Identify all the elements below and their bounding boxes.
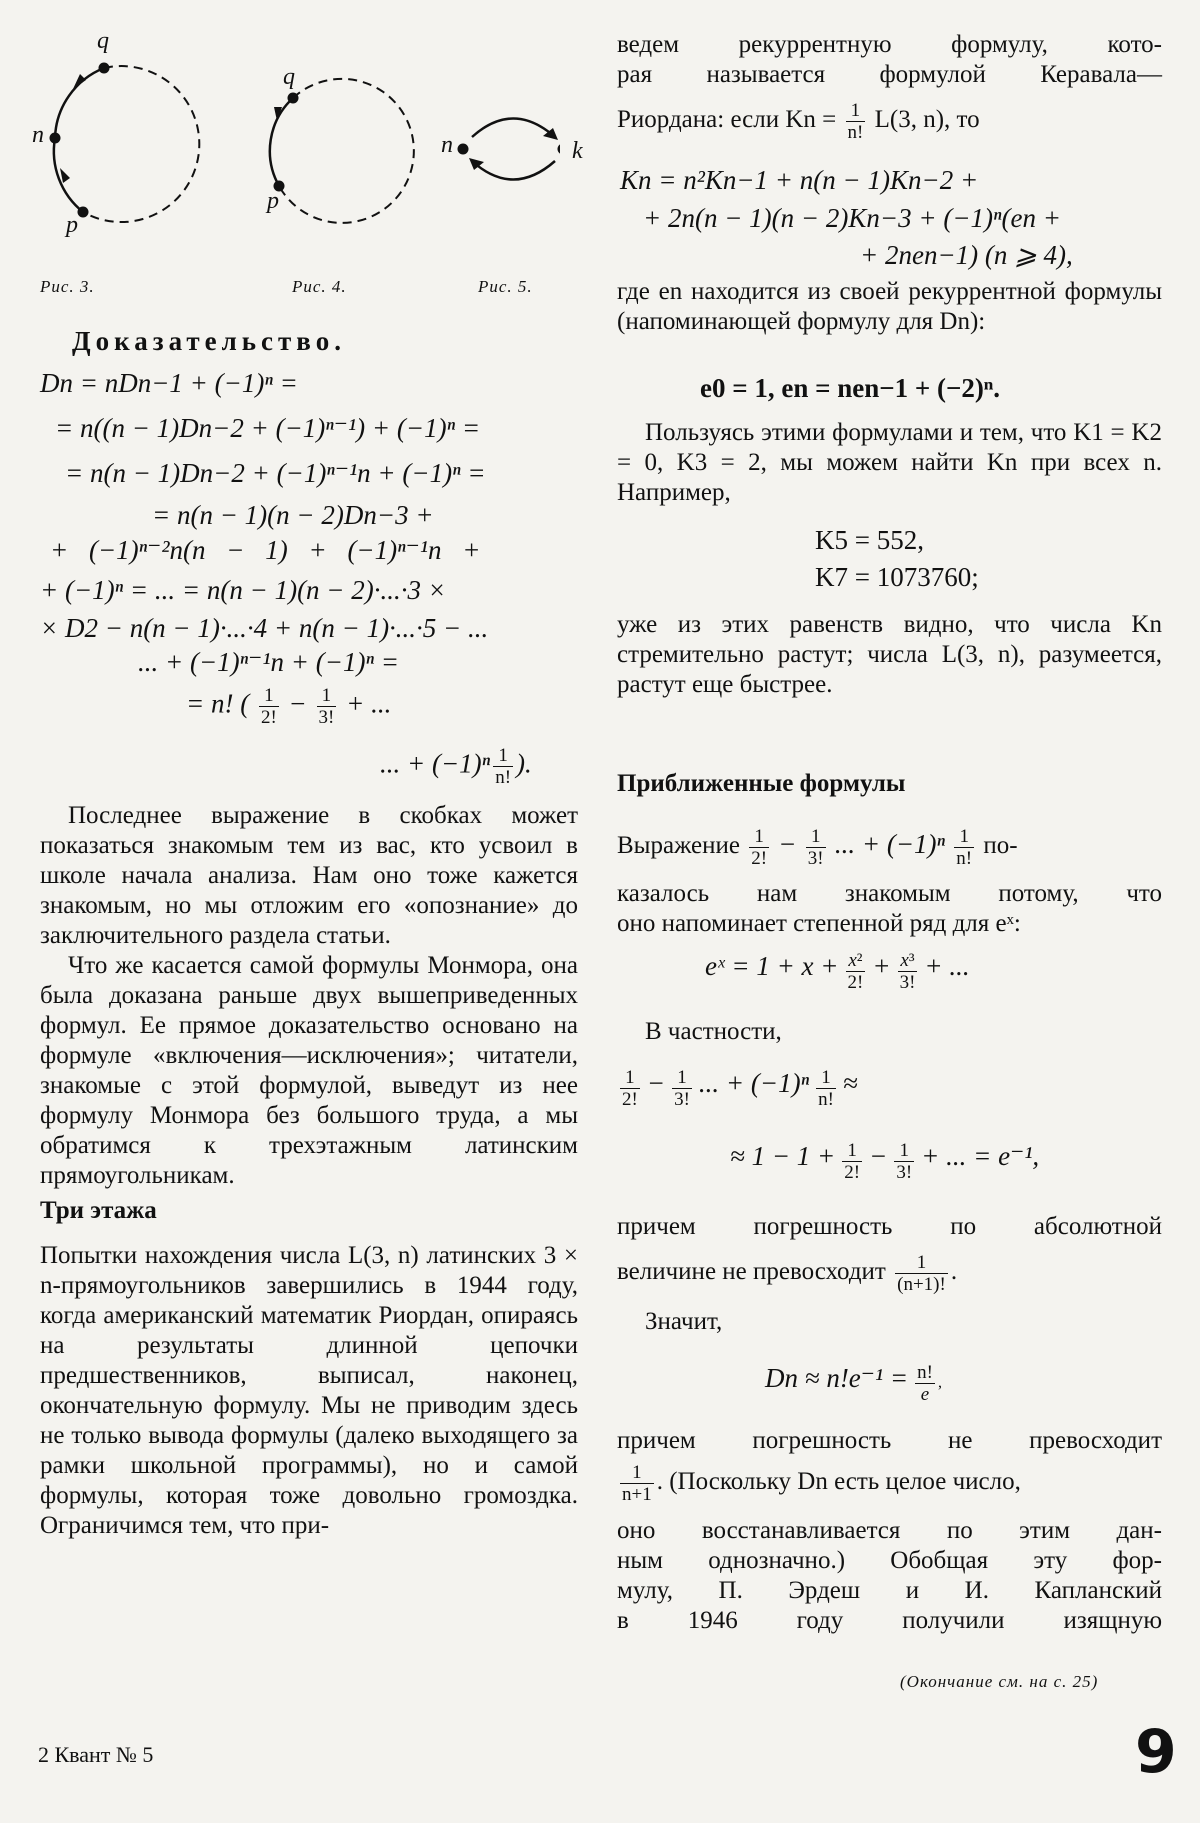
figure-3-diagram [50,63,200,223]
proof-line-10 [380,745,532,788]
frac-1-nfact [493,745,513,788]
proof-9-plus: + ... [346,688,392,719]
exp-series [705,950,970,993]
frac-1-n1 [620,1462,654,1505]
right-para-4-wrap [617,610,1162,700]
approx-line-1 [617,1067,858,1110]
fig4-caption: Рис. 4. [292,277,347,296]
approx2-minus: − [869,1141,888,1172]
expr-prefix: Выражение [617,832,740,860]
approx-sym: ≈ [842,1068,858,1099]
frac-x2 [846,950,866,993]
right-para-2-wrap [617,277,1162,337]
right-line-1b: рая называется формулой Керавала— [617,61,1162,88]
proof-line-8: ... + (−1)ⁿ⁻¹n + (−1)ⁿ = [138,647,399,677]
right-para-3-wrap [617,418,1162,508]
right-line-9c: оно восстанавливается по этим дан- [617,1517,1162,1544]
frac-num: 1 [749,826,769,848]
right-line-9e: мулу, П. Эрдеш и И. Капланский [617,1577,1162,1604]
right-line-7b: величине не превосходит $\frac{1}{(n+1)!}$ . [617,1252,958,1295]
frac-den: 2! [622,1089,638,1110]
frac-den: 2! [844,1162,861,1183]
frac-den: 3! [674,1089,690,1110]
left-paragraph-3: Попытки нахождения числа L(3, n) латинских 3 × n-прямоугольников завершились в 1944 году, когда американский математик Риордан, опираясь на результаты длинной цепочки предшественников, выписал, наконец, окончательную формулу. Мы не приводим здесь не только вывода формулы (далеко выходящего за рамки школьной программы), но и самой формулы, которая тоже довольно громоздка. Ограничимся тем, что при- [40,1242,578,1539]
frac-a3 [954,826,974,869]
proof-line-5: + (−1)ⁿ⁻²n(n − 1) + (−1)ⁿ⁻¹n + [50,535,481,565]
proof-9-start: = n! ( [186,688,250,719]
frac-c1 [842,1140,862,1183]
right-line-1c [617,100,1162,143]
frac-den: 2! [847,972,864,993]
frac-num: 1 [620,1462,654,1484]
e-formula: e0 = 1, en = nen−1 + (−2)ⁿ. [700,373,1001,403]
frac-den: 2! [751,848,768,869]
rec-line-2: + 2n(n − 1)(n − 2)Kn−3 + (−1)ⁿ(en + [643,203,1061,233]
left-paragraph-2: Что же касается самой формулы Монмора, она была доказана раньше двух вышеприведенных формул. Ее прямое доказательство основано на формуле «включения—исключения»; читатели, знакомые с этой формулой, выведут из нее формулу Монмора без большого труда, а мы обратимся к трехэтажным латинским прямоугольникам. [40,952,578,1189]
exp-start: eˣ = 1 + x + [705,951,839,982]
heading-approx: Приближенные формулы [617,770,906,797]
right-line-1a: ведем рекуррентную формулу, кото- [617,31,1162,58]
frac-1-3fact [317,685,337,728]
frac-num: 1 [620,1067,640,1089]
frac-num: 1 [259,685,279,707]
fig3-label-p: p [66,212,78,238]
frac-den: 3! [896,1162,913,1183]
dn-integer-text: . (Поскольку Dn есть целое число, [656,1468,1021,1496]
frac-den: n! [818,1089,834,1110]
right-line-9f: в 1946 году получили изящную [617,1607,1162,1634]
left-heading-three-floors: Три этажа [40,1197,157,1224]
proof-line-4: = n(n − 1)(n − 2)Dn−3 + [152,500,434,530]
fig3-caption: Рис. 3. [40,277,95,296]
frac-b1 [620,1067,640,1110]
frac-1-2fact [259,685,279,728]
figures [0,0,560,300]
bound-text: величине не превосходит [617,1258,886,1286]
approx-line-2 [730,1140,1039,1183]
frac-num: 1 [317,685,337,707]
approx2-end: + ... = e⁻¹, [921,1141,1040,1172]
approx2-start: ≈ 1 − 1 + [730,1141,836,1172]
frac-a2 [806,826,826,869]
frac-bound [895,1252,948,1295]
left-paragraph-1: Последнее выражение в скобках может показаться знакомым тем из вас, кто усвоил в школе начала анализа. Нам оно тоже кажется знакомым, но мы отложим его «опознание» до заключительного раздела статьи. [40,802,578,949]
page-footer: 2 Квант № 5 [38,1742,154,1767]
right-paragraph-2: где en находится из своей рекуррентной формулы (напоминающей формулу для Dn): [617,278,1162,335]
right-intro [617,30,1162,90]
k5-value: K5 = 552, [815,525,924,555]
continuation-note: (Окончание см. на с. 25) [900,1672,1099,1691]
frac-num: 1 [493,745,513,767]
dn-approx: Dn ≈ n!e⁻¹ = $\frac{n!}{e}$ , [765,1362,942,1405]
exp-end: + ... [924,951,970,982]
exp-plus: + [872,951,891,982]
frac-den: 3! [807,848,824,869]
frac-den: 3! [899,972,916,993]
right-line-5d: оно напоминает степенной ряд для eˣ: [617,910,1021,937]
frac-a1 [749,826,769,869]
proof-line-3: = n(n − 1)Dn−2 + (−1)ⁿ⁻¹n + (−1)ⁿ = [65,458,486,488]
frac-num: 1 [846,100,866,122]
frac-num: x² [846,950,866,972]
k7-value: K7 = 1073760; [815,562,979,592]
frac-1-nfact-k [846,100,866,143]
frac-den: e [920,1384,930,1405]
proof-line-2: = n((n − 1)Dn−2 + (−1)ⁿ⁻¹) + (−1)ⁿ = [55,413,481,443]
right-line-9a: причем погрешность не превосходит [617,1427,1162,1454]
approx-mid: ... + (−1)ⁿ [698,1068,810,1099]
right-line-9b [617,1462,1162,1505]
right-paragraph-3: Пользуясь этими формулами и тем, что K1 = K2 = 0, K3 = 2, мы можем найти Kn при всех n. Например, [617,419,1162,506]
frac-den: n! [495,767,512,788]
right-para-9-wrap [617,1426,1162,1456]
expr-mid: ... + (−1)ⁿ [834,829,946,860]
right-line-9d: ным однозначно.) Обобщая эту фор- [617,1547,1162,1574]
frac-den: 3! [318,707,335,728]
frac-num: 1 [806,826,826,848]
proof-9-minus: − [288,688,307,719]
page-number: 9 [1135,1717,1177,1787]
in-particular: В частности, [645,1018,782,1045]
expr-minus: − [778,829,797,860]
right-para-9-rest [617,1516,1162,1636]
right-para-7-wrap [617,1212,1162,1242]
frac-num: x³ [898,950,918,972]
fig4-label-p: p [267,188,279,214]
fig5-label-n: n [441,132,453,158]
proof-line-9 [186,685,391,728]
fig5-label-k: k [572,138,583,164]
frac-num: 1 [816,1067,836,1089]
rec-line-3: + 2nen−1) (n ⩾ 4), [860,240,1073,270]
fig3-label-q: q [97,28,109,54]
approx-minus: − [646,1068,666,1099]
frac-num: 1 [894,1140,914,1162]
frac-num: 1 [895,1252,948,1274]
rec-line-1: Kn = n²Kn−1 + n(n − 1)Kn−2 + [620,165,979,195]
right-para-5-wrap [617,879,1162,939]
riordan-suffix: L(3, n), то [874,106,980,134]
frac-den: n! [847,122,864,143]
therefore: Значит, [645,1308,723,1335]
frac-num: 1 [672,1067,692,1089]
frac-den: 2! [260,707,277,728]
proof-heading: Доказательство. [72,326,346,356]
right-line-5c: казалось нам знакомым потому, что [617,880,1162,907]
frac-den: n! [956,848,973,869]
frac-x3 [898,950,918,993]
proof-line-6: + (−1)ⁿ = ... = n(n − 1)(n − 2)·...·3 × [40,575,446,605]
proof-10-start: ... + (−1)ⁿ [380,748,491,779]
frac-den: (n+1)! [897,1274,946,1295]
right-line-7a: причем погрешность по абсолютной [617,1213,1162,1240]
riordan-prefix: Риордана: если Kn = [617,106,837,134]
figure-4-diagram [270,79,414,223]
frac-num: 1 [954,826,974,848]
proof-10-end: ). [516,748,532,779]
fig5-caption: Рис. 5. [478,277,533,296]
frac-c2 [894,1140,914,1183]
frac-num: 1 [842,1140,862,1162]
expr-suffix: по- [983,832,1018,860]
frac-b2 [672,1067,692,1110]
figure-5-diagram [458,119,561,180]
expr-line [617,826,1162,869]
proof-line-1: Dn = nDn−1 + (−1)ⁿ = [40,368,298,398]
frac-b3 [816,1067,836,1110]
right-paragraph-4: уже из этих равенств видно, что числа Kn стремительно растут; числа L(3, n), разумеется, растут еще быстрее. [617,611,1162,698]
left-text [40,801,578,1541]
proof-line-7: × D2 − n(n − 1)·...·4 + n(n − 1)·...·5 − ... [40,613,489,643]
frac-nfact-e [915,1362,935,1405]
fig3-label-n: n [32,122,44,148]
frac-num: n! [917,1362,933,1383]
dn-start: Dn ≈ n!e⁻¹ = [765,1363,909,1394]
frac-den: n+1 [622,1484,652,1505]
fig4-label-q: q [283,64,295,90]
